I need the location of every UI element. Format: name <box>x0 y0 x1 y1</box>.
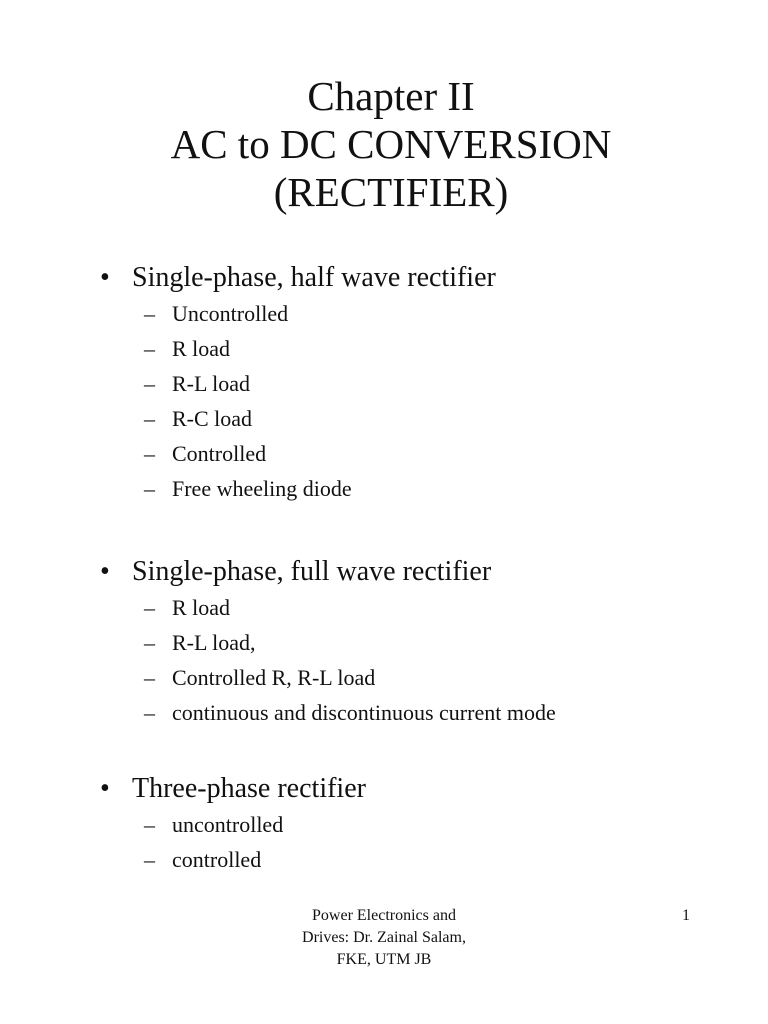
list-item <box>100 296 740 331</box>
dash-icon: – <box>144 595 155 620</box>
list-item-text: Controlled R, R-L load <box>172 665 376 690</box>
list-item-text: R-L load, <box>172 630 256 655</box>
list-item <box>100 436 740 471</box>
page-number: 1 <box>682 907 690 924</box>
bullet-icon: • <box>100 556 110 587</box>
list-item <box>100 471 740 506</box>
footer-line: Drives: Dr. Zainal Salam, <box>302 929 466 946</box>
dash-icon: – <box>144 847 155 872</box>
list-item-text: controlled <box>172 847 262 872</box>
section-heading <box>100 260 740 296</box>
list-item-text: uncontrolled <box>172 812 284 837</box>
section-three-phase <box>100 771 740 877</box>
list-item-text: Uncontrolled <box>172 301 289 326</box>
list-item <box>100 625 740 660</box>
sub-list <box>100 807 740 877</box>
sub-list <box>100 296 740 506</box>
title-line-topic: AC to DC CONVERSION <box>170 121 612 167</box>
sub-list <box>100 590 740 730</box>
footer-line: Power Electronics and <box>312 907 456 924</box>
dash-icon: – <box>144 371 155 396</box>
list-item-text: Controlled <box>172 441 267 466</box>
list-item-text: R-L load <box>172 371 250 396</box>
list-item <box>100 695 740 730</box>
list-item-text: R load <box>172 336 231 361</box>
title-line-chapter: Chapter II <box>307 73 475 119</box>
section-half-wave <box>100 260 740 506</box>
dash-icon: – <box>144 301 155 326</box>
list-item-text: R-C load <box>172 406 253 431</box>
list-item <box>100 590 740 625</box>
bullet-icon: • <box>100 262 110 293</box>
section-heading-text: Single-phase, full wave rectifier <box>132 556 492 587</box>
dash-icon: – <box>144 441 155 466</box>
list-item-text: Free wheeling diode <box>172 476 352 501</box>
section-heading-text: Single-phase, half wave rectifier <box>132 262 496 293</box>
bullet-icon: • <box>100 773 110 804</box>
dash-icon: – <box>144 336 155 361</box>
dash-icon: – <box>144 476 155 501</box>
section-heading-text: Three-phase rectifier <box>132 773 366 804</box>
dash-icon: – <box>144 630 155 655</box>
list-item <box>100 331 740 366</box>
list-item <box>100 401 740 436</box>
dash-icon: – <box>144 406 155 431</box>
list-item <box>100 842 740 877</box>
section-full-wave <box>100 554 740 730</box>
dash-icon: – <box>144 812 155 837</box>
list-item-text: continuous and discontinuous current mode <box>172 700 556 725</box>
list-item <box>100 660 740 695</box>
footer-credit <box>274 905 494 971</box>
footer-line: FKE, UTM JB <box>336 951 432 968</box>
dash-icon: – <box>144 700 155 725</box>
list-item-text: R load <box>172 595 231 620</box>
list-item <box>100 366 740 401</box>
title-line-subtitle: (RECTIFIER) <box>273 169 509 215</box>
dash-icon: – <box>144 665 155 690</box>
section-heading <box>100 554 740 590</box>
slide-title <box>0 72 768 216</box>
list-item <box>100 807 740 842</box>
section-heading <box>100 771 740 807</box>
